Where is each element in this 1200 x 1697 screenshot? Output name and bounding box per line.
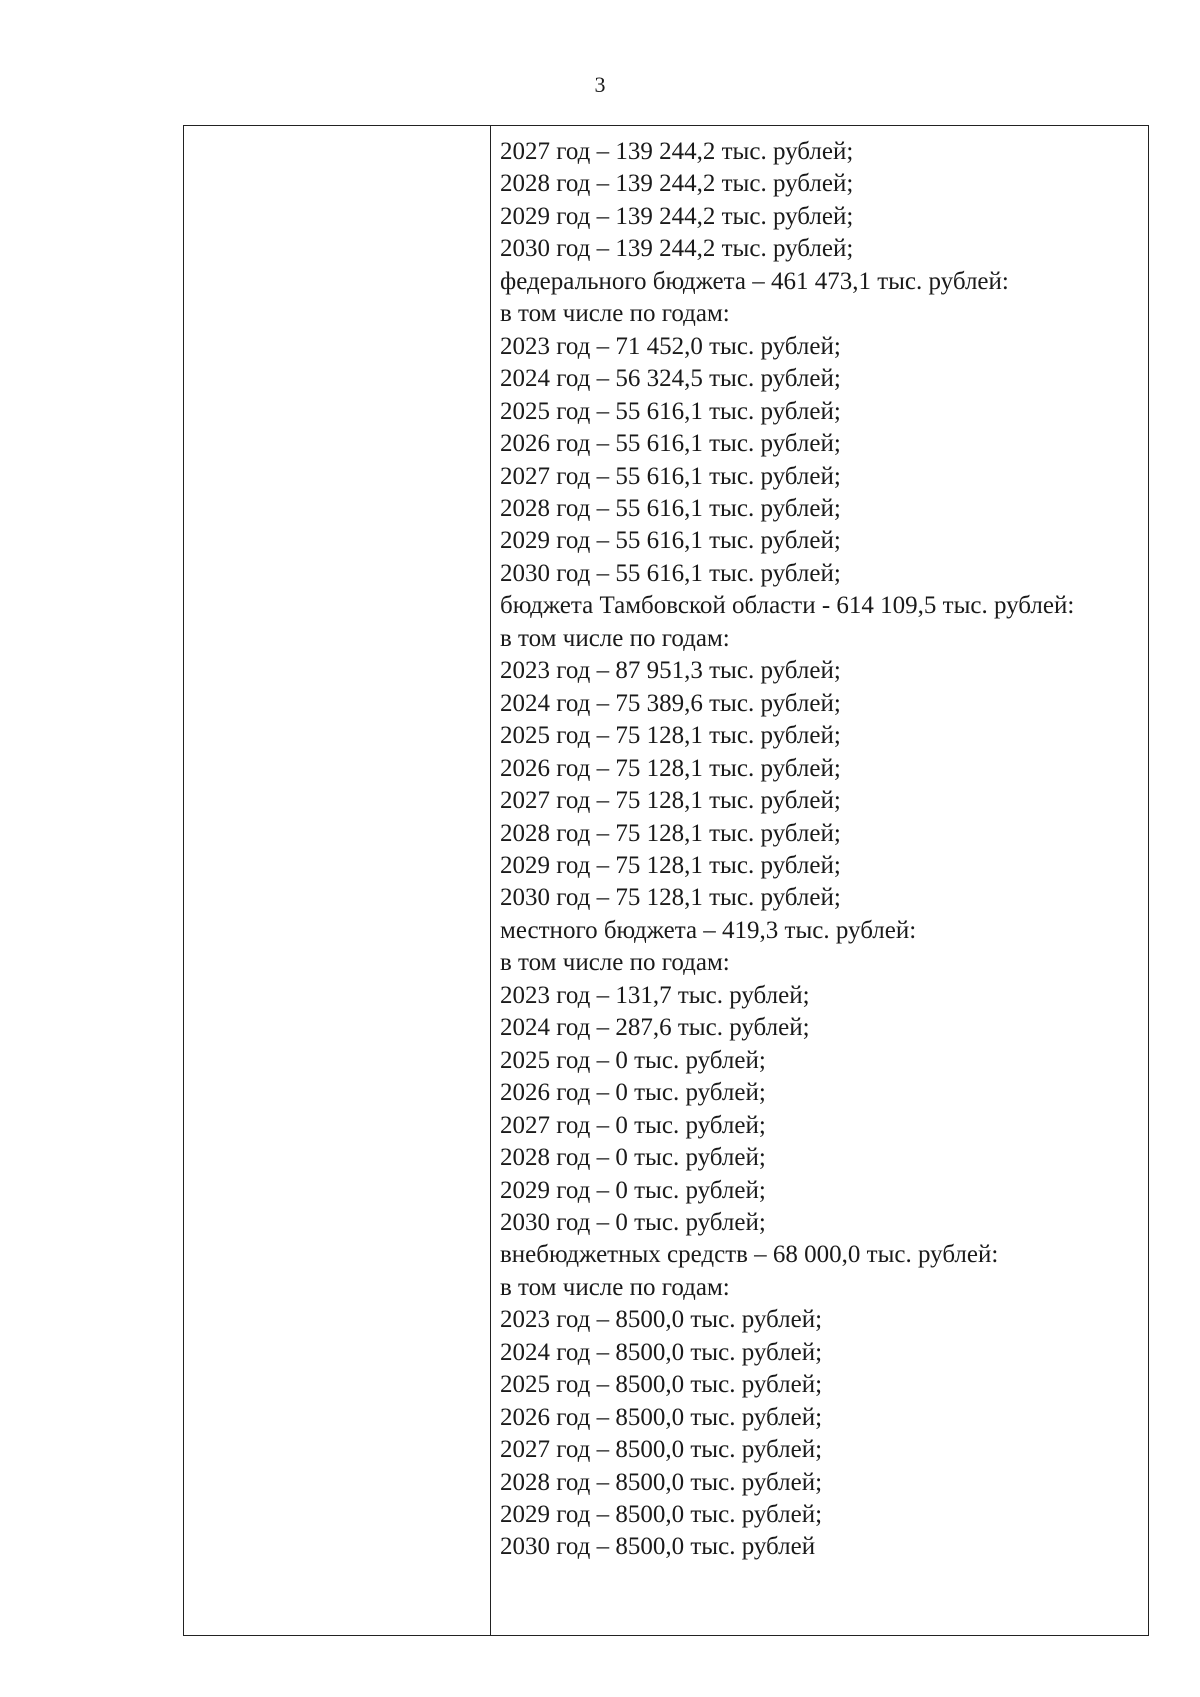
- text-line: 2023 год – 8500,0 тыс. рублей;: [500, 1306, 823, 1334]
- text-line: 2024 год – 56 324,5 тыс. рублей;: [500, 365, 841, 393]
- text-line: 2023 год – 71 452,0 тыс. рублей;: [500, 332, 841, 360]
- text-line: 2027 год – 0 тыс. рублей;: [500, 1111, 766, 1139]
- text-line: в том числе по годам:: [500, 624, 730, 652]
- text-line: 2029 год – 8500,0 тыс. рублей;: [500, 1501, 823, 1529]
- text-line: 2025 год – 75 128,1 тыс. рублей;: [500, 722, 841, 750]
- text-line: 2027 год – 139 244,2 тыс. рублей;: [500, 138, 854, 165]
- text-line: 2029 год – 55 616,1 тыс. рублей;: [500, 527, 841, 555]
- text-line: бюджета Тамбовской области - 614 109,5 тыс. рублей:: [500, 592, 1075, 620]
- text-line: 2027 год – 75 128,1 тыс. рублей;: [500, 787, 841, 815]
- text-line: 2028 год – 75 128,1 тыс. рублей;: [500, 819, 841, 847]
- table-right-cell: [492, 136, 1148, 1635]
- text-line: 2028 год – 139 244,2 тыс. рублей;: [500, 170, 854, 198]
- text-line: 2026 год – 75 128,1 тыс. рублей;: [500, 754, 841, 782]
- text-line: 2025 год – 8500,0 тыс. рублей;: [500, 1371, 823, 1399]
- text-line: местного бюджета – 419,3 тыс. рублей:: [500, 916, 917, 944]
- text-line: 2029 год – 75 128,1 тыс. рублей;: [500, 851, 841, 879]
- text-line: 2025 год – 0 тыс. рублей;: [500, 1046, 766, 1074]
- text-line: в том числе по годам:: [500, 949, 730, 977]
- text-line: 2024 год – 8500,0 тыс. рублей;: [500, 1338, 823, 1366]
- text-line: 2027 год – 55 616,1 тыс. рублей;: [500, 462, 841, 490]
- page-number: 3: [594, 72, 606, 97]
- text-line: 2028 год – 55 616,1 тыс. рублей;: [500, 494, 841, 522]
- text-line: 2023 год – 131,7 тыс. рублей;: [500, 981, 810, 1009]
- text-line: 2026 год – 8500,0 тыс. рублей;: [500, 1403, 823, 1431]
- text-line: 2030 год – 8500,0 тыс. рублей: [500, 1533, 816, 1561]
- text-line: 2026 год – 55 616,1 тыс. рублей;: [500, 430, 841, 458]
- text-line: 2023 год – 87 951,3 тыс. рублей;: [500, 657, 841, 685]
- text-line: 2030 год – 0 тыс. рублей;: [500, 1208, 766, 1236]
- text-line: 2030 год – 75 128,1 тыс. рублей;: [500, 884, 841, 912]
- table-left-cell: [184, 126, 490, 1635]
- text-line: 2025 год – 55 616,1 тыс. рублей;: [500, 397, 841, 425]
- text-line: 2030 год – 139 244,2 тыс. рублей;: [500, 235, 854, 263]
- text-line: 2026 год – 0 тыс. рублей;: [500, 1079, 766, 1107]
- text-line: внебюджетных средств – 68 000,0 тыс. рублей:: [500, 1241, 999, 1269]
- document-table: [183, 125, 1149, 1636]
- text-line: 2024 год – 287,6 тыс. рублей;: [500, 1014, 810, 1042]
- text-line: 2029 год – 0 тыс. рублей;: [500, 1176, 766, 1204]
- text-line: 2029 год – 139 244,2 тыс. рублей;: [500, 202, 854, 230]
- text-line: федерального бюджета – 461 473,1 тыс. рублей:: [500, 267, 1009, 295]
- text-line: 2030 год – 55 616,1 тыс. рублей;: [500, 559, 841, 587]
- text-line: 2024 год – 75 389,6 тыс. рублей;: [500, 689, 841, 717]
- text-line: в том числе по годам:: [500, 1273, 730, 1301]
- text-line: 2028 год – 8500,0 тыс. рублей;: [500, 1468, 823, 1496]
- text-line: в том числе по годам:: [500, 300, 730, 328]
- text-line: 2028 год – 0 тыс. рублей;: [500, 1144, 766, 1172]
- text-line: 2027 год – 8500,0 тыс. рублей;: [500, 1436, 823, 1464]
- column-divider: [490, 126, 491, 1635]
